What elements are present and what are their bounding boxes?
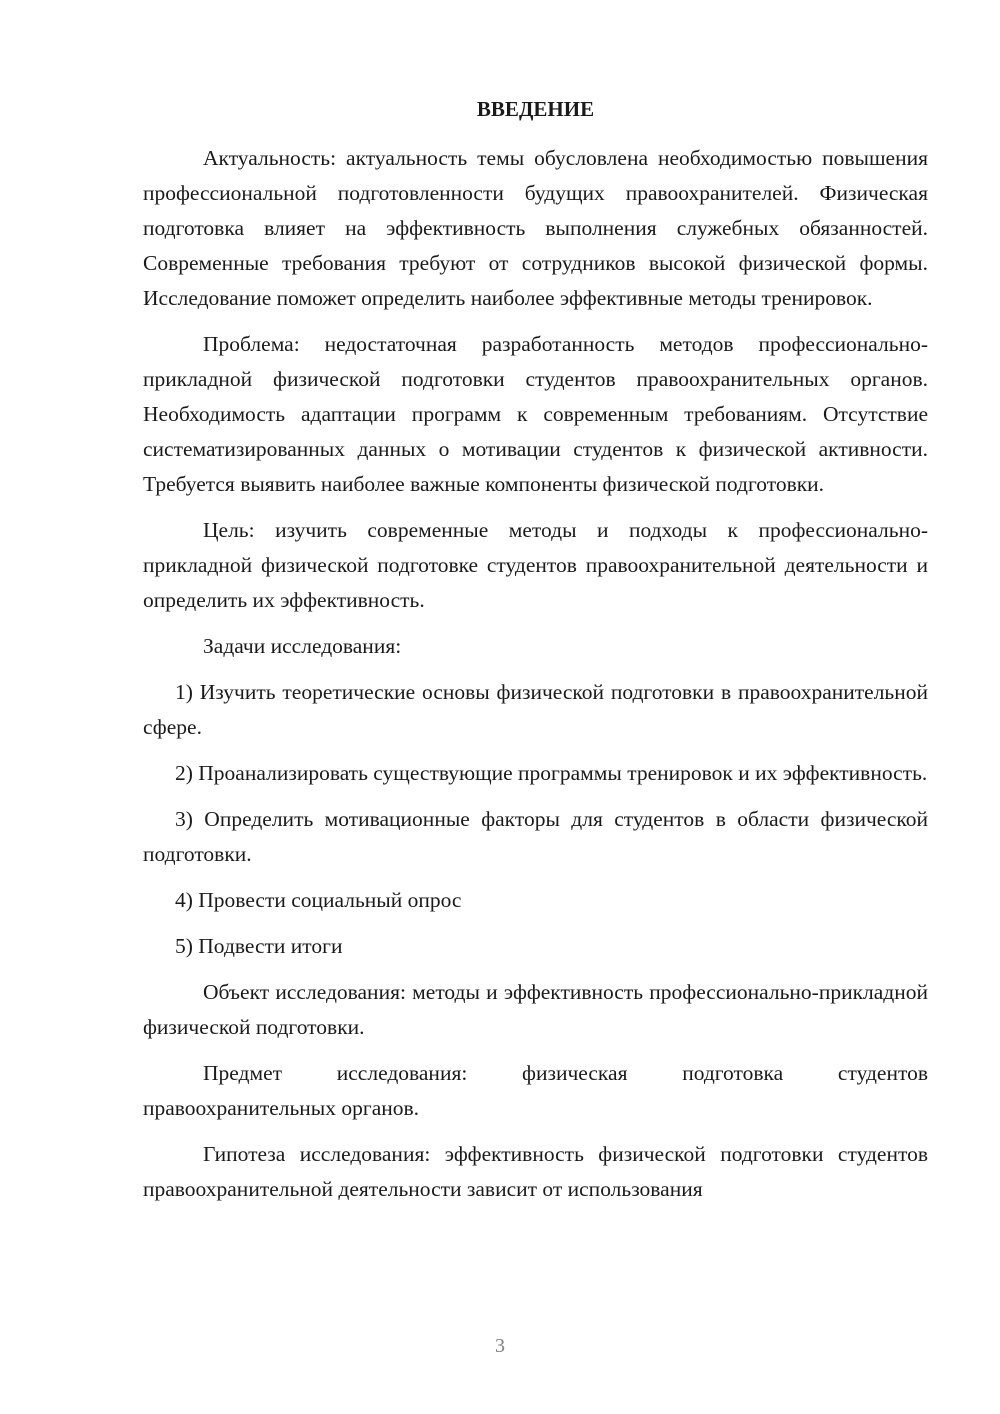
tasks-heading: Задачи исследования: bbox=[203, 634, 402, 658]
object-paragraph: Объект исследования: методы и эффективность профессионально-прикладной физической подготовки. bbox=[143, 980, 928, 1039]
hypothesis-paragraph: Гипотеза исследования: эффективность физической подготовки студентов правоохранительной деятельности зависит от использования bbox=[143, 1142, 928, 1201]
page-number: 3 bbox=[495, 1335, 505, 1357]
section-title: ВВЕДЕНИЕ bbox=[476, 97, 595, 121]
goal-paragraph: Цель: изучить современные методы и подходы к профессионально-прикладной физической подготовке студентов правоохранительной деятельности и определить их эффективность. bbox=[143, 518, 928, 612]
task-item-2: 2) Проанализировать существующие программы тренировок и их эффективность. bbox=[175, 761, 928, 785]
document-page bbox=[143, 92, 928, 1207]
task-item-1: 1) Изучить теоретические основы физической подготовки в правоохранительной сфере. bbox=[143, 680, 928, 739]
subject-paragraph: Предмет исследования: физическая подготовка студентов правоохранительных органов. bbox=[143, 1061, 928, 1120]
problem-paragraph: Проблема: недостаточная разработанность методов профессионально-прикладной физической подготовки студентов правоохранительных органов. Необходимость адаптации программ к современным требованиям. Отсутствие систематизированных данных о мотивации студентов к физической активности. Требуется выявить наиболее важные компоненты физической подготовки. bbox=[143, 332, 928, 496]
task-item-3: 3) Определить мотивационные факторы для студентов в области физической подготовки. bbox=[143, 807, 928, 866]
task-item-5: 5) Подвести итоги bbox=[175, 934, 343, 958]
task-item-4: 4) Провести социальный опрос bbox=[175, 888, 462, 912]
relevance-paragraph: Актуальность: актуальность темы обусловлена необходимостью повышения профессиональной подготовленности будущих правоохранителей. Физическая подготовка влияет на эффективность выполнения служебных обязанностей. Современные требования требуют от сотрудников высокой физической формы. Исследование поможет определить наиболее эффективные методы тренировок. bbox=[143, 146, 928, 310]
